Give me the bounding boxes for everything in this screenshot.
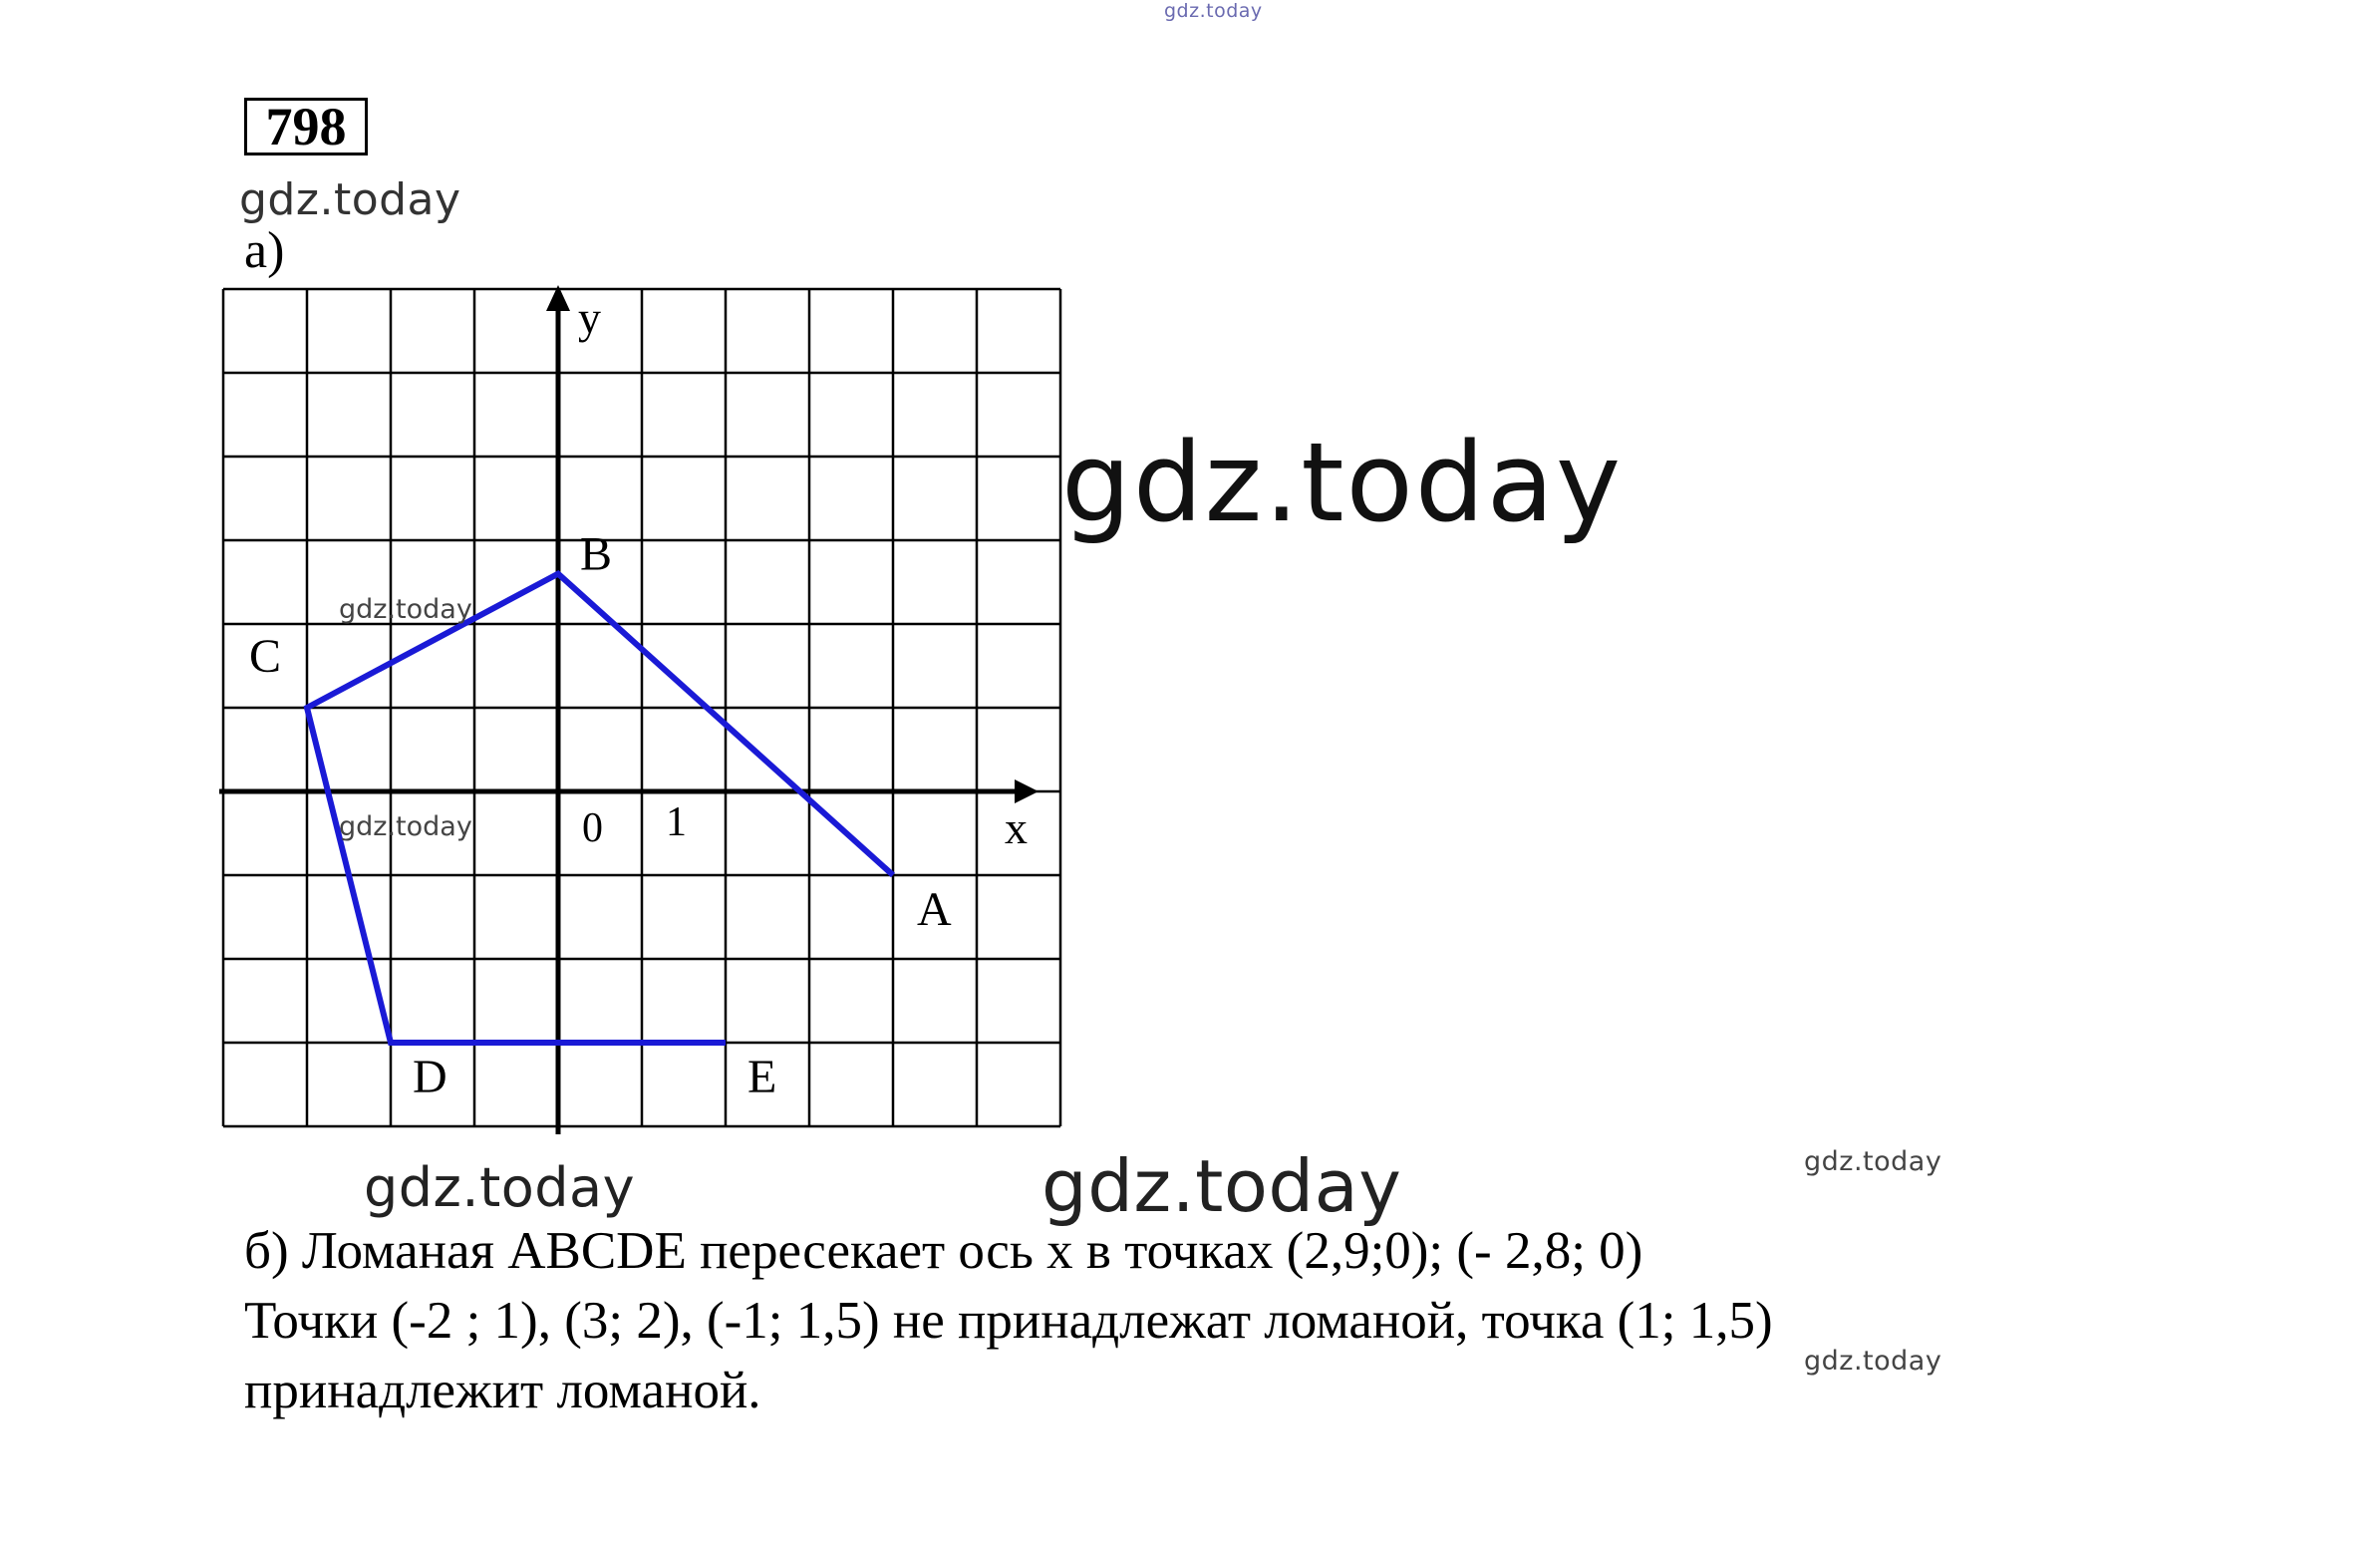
part-b-line-3: принадлежит ломаной. [244, 1362, 761, 1419]
problem-number: 798 [244, 98, 368, 155]
watermark-large: gdz.today [1061, 419, 1624, 546]
watermark-below-graph-left: gdz.today [364, 1156, 636, 1219]
watermark-right-small-2: gdz.today [1804, 1346, 1942, 1377]
point-label-d: D [413, 1051, 447, 1103]
watermark-below-graph-center: gdz.today [1041, 1144, 1402, 1228]
axes [219, 285, 1039, 1134]
watermark-graph-upper: gdz.today [339, 594, 472, 625]
grid [223, 289, 1060, 1126]
watermark-under-number: gdz.today [239, 174, 461, 225]
point-label-e: E [747, 1051, 777, 1103]
x-axis-arrow-icon [1015, 779, 1039, 803]
x-axis-label: x [1005, 802, 1028, 853]
part-b-line-2: Точки (-2 ; 1), (3; 2), (-1; 1,5) не принадлежат ломаной, точка (1; 1,5) [244, 1292, 1773, 1350]
watermark-graph-lower: gdz.today [339, 811, 472, 842]
y-axis-label: y [578, 292, 601, 343]
watermark-top: gdz.today [1164, 0, 1263, 22]
origin-label: 0 [582, 805, 603, 851]
point-label-c: C [249, 630, 282, 683]
part-a-label: а) [244, 222, 285, 279]
part-b-line-1: б) Ломаная ABCDE пересекает ось x в точках (2,9;0); (- 2,8; 0) [244, 1222, 1643, 1280]
watermark-right-small-1: gdz.today [1804, 1146, 1942, 1177]
point-label-a: A [917, 883, 952, 936]
point-label-b: B [580, 527, 613, 581]
unit-label: 1 [666, 799, 687, 845]
